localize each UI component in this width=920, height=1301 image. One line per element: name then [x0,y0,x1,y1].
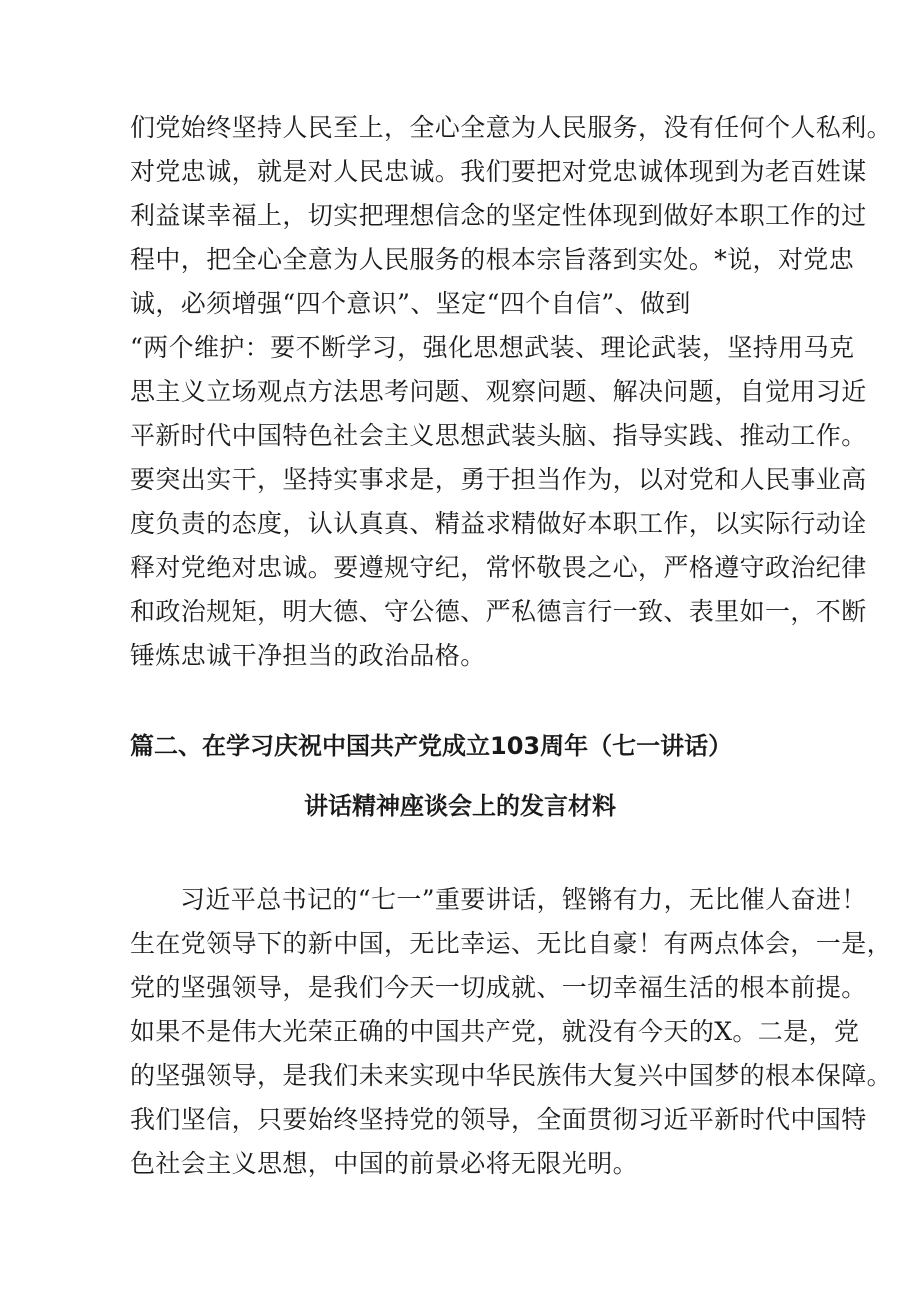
section-subtitle: 讲话精神座谈会上的发言材料 [304,792,616,820]
paragraph-line: 党的坚强领导，是我们今天一切成就、一切幸福生活的根本前提。 [130,973,867,1002]
paragraph-line: 要突出实干，坚持实事求是，勇于担当作为，以对党和人民事业高 [130,465,867,494]
paragraph-line: 利益谋幸福上，切实把理想信念的坚定性体现到做好本职工作的过 [130,201,867,230]
paragraph-line: 思主义立场观点方法思考问题、观察问题、解决问题，自觉用习近 [130,377,867,406]
paragraph-line: 和政治规矩，明大德、守公德、严私德言行一致、表里如一，不断 [130,597,867,626]
paragraph-line: 生在党领导下的新中国，无比幸运、无比自豪！有两点体会，一是， [130,929,893,958]
paragraph-line: 锤炼忠诚干净担当的政治品格。 [130,641,486,670]
paragraph-line: 如果不是伟大光荣正确的中国共产党，就没有今天的X。二是，党 [130,1017,860,1046]
paragraph-line: 的坚强领导，是我们未来实现中华民族伟大复兴中国梦的根本保障。 [130,1061,893,1090]
paragraph-line: 色社会主义思想，中国的前景必将无限光明。 [130,1149,639,1178]
paragraph-line: 释对党绝对忠诚。要遵规守纪，常怀敬畏之心，严格遵守政治纪律 [130,553,867,582]
paragraph-line: 度负责的态度，认认真真、精益求精做好本职工作，以实际行动诠 [130,509,867,538]
paragraph-line: “两个维护：要不断学习，强化思想武装、理论武装，坚持用马克 [130,333,855,362]
paragraph-line: 程中，把全心全意为人民服务的根本宗旨落到实处。*说，对党忠 [130,245,855,274]
section-title: 篇二、在学习庆祝中国共产党成立103周年（七一讲话） [130,732,733,760]
paragraph-line: 平新时代中国特色社会主义思想武装头脑、指导实践、推动工作。 [130,421,867,450]
paragraph-line: 诚，必须增强“四个意识”、坚定“四个自信”、做到 [130,289,691,318]
paragraph-line: 我们坚信，只要始终坚持党的领导，全面贯彻习近平新时代中国特 [130,1105,867,1134]
paragraph-line: 对党忠诚，就是对人民忠诚。我们要把对党忠诚体现到为老百姓谋 [130,157,867,186]
paragraph-line: 习近平总书记的“七一”重要讲话，铿锵有力，无比催人奋进！ [180,885,867,914]
paragraph-line: 们党始终坚持人民至上，全心全意为人民服务，没有任何个人私利。 [130,113,893,142]
